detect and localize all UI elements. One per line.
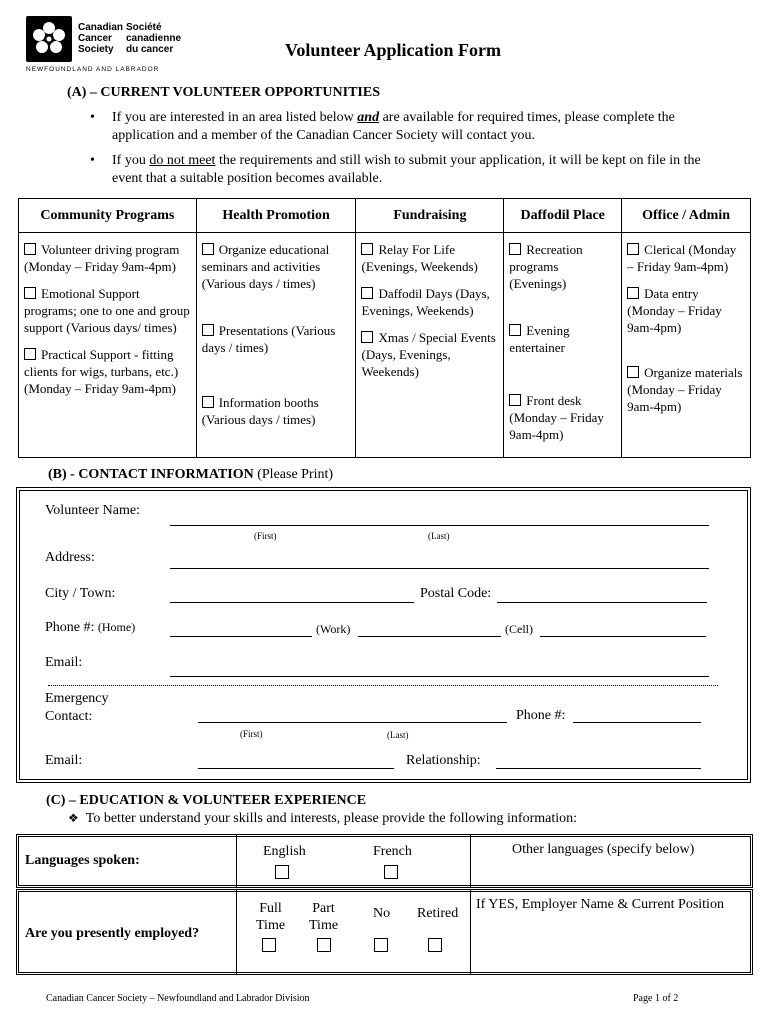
checkbox[interactable]: [627, 243, 639, 255]
employment-row: [16, 889, 753, 975]
col-health: Organize educational seminars and activities (Various days / times) Presentations (Various days / times) Information booths (Various days / times): [196, 233, 356, 458]
label-last: (Last): [387, 730, 409, 740]
header-office: Office / Admin: [622, 199, 751, 233]
label-emergency: Emergency Contact:: [45, 691, 109, 724]
header-health: Health Promotion: [196, 199, 356, 233]
label-part-time: Part Time: [309, 901, 339, 933]
label-phone: Phone #: (Home): [45, 620, 136, 635]
checkbox[interactable]: [361, 331, 373, 343]
header-daffodil: Daffodil Place: [504, 199, 622, 233]
label-first: (First): [254, 531, 277, 541]
emergency-phone-field[interactable]: [573, 722, 701, 723]
checkbox[interactable]: [509, 243, 521, 255]
col-fundraising: Relay For Life (Evenings, Weekends) Daffodil Days (Days, Evenings, Weekends) Xmas / Special Events (Days, Evenings, Weekends): [356, 233, 504, 458]
full-time-checkbox[interactable]: [262, 938, 276, 952]
home-phone-field[interactable]: [170, 636, 312, 637]
label-address: Address:: [45, 550, 95, 565]
logo-division: NEWFOUNDLAND AND LABRADOR: [26, 66, 160, 73]
checkbox[interactable]: [509, 324, 521, 336]
col-divider: [236, 890, 237, 974]
checkbox[interactable]: [24, 287, 36, 299]
checkbox[interactable]: [509, 394, 521, 406]
checkbox[interactable]: [202, 243, 214, 255]
col-divider: [236, 835, 237, 887]
address-field[interactable]: [170, 568, 709, 569]
col-daffodil: Recreation programs (Evenings) Evening entertainer Front desk (Monday – Friday 9am-4pm): [504, 233, 622, 458]
header-fundraising: Fundraising: [356, 199, 504, 233]
col-divider: [470, 835, 471, 887]
english-checkbox[interactable]: [275, 865, 289, 879]
section-c-heading: (C) – EDUCATION & VOLUNTEER EXPERIENCE: [46, 793, 367, 808]
label-retired: Retired: [417, 906, 459, 921]
label-english: English: [263, 844, 306, 859]
label-first: (First): [240, 729, 263, 739]
section-a-heading: (A) – CURRENT VOLUNTEER OPPORTUNITIES: [67, 85, 380, 100]
checkbox[interactable]: [24, 348, 36, 360]
volunteer-name-field[interactable]: [170, 525, 709, 526]
checkbox[interactable]: [361, 287, 373, 299]
french-checkbox[interactable]: [384, 865, 398, 879]
header-community: Community Programs: [19, 199, 197, 233]
label-cell: (Cell): [505, 622, 533, 636]
bullet-1: • If you are interested in an area listed below and are available for required times, please complete the application and a member of the Canadian Cancer Society will contact you.: [90, 110, 675, 143]
no-checkbox[interactable]: [374, 938, 388, 952]
label-volunteer-name: Volunteer Name:: [45, 503, 140, 518]
label-emergency-phone: Phone #:: [516, 708, 566, 723]
bullet-2: • If you do not meet the requirements and still wish to submit your application, it will be kept on file in the event that a suitable position becomes available.: [90, 153, 701, 186]
society-logo: [26, 16, 72, 62]
checkbox[interactable]: [361, 243, 373, 255]
daffodil-icon: [26, 16, 72, 62]
label-emergency-email: Email:: [45, 753, 83, 768]
cell-phone-field[interactable]: [540, 636, 706, 637]
city-field[interactable]: [170, 602, 414, 603]
checkbox[interactable]: [24, 243, 36, 255]
label-french: French: [373, 844, 412, 859]
page-title: Volunteer Application Form: [285, 40, 502, 60]
col-community: Volunteer driving program (Monday – Friday 9am-4pm) Emotional Support programs; one to one and group support (Various days/ times) Practical Support - fitting clients for wigs, turbans, etc.) (Monday – Friday 9am-4pm): [19, 233, 197, 458]
page-number: Page 1 of 2: [633, 993, 679, 1004]
col-office: Clerical (Monday – Friday 9am-4pm) Data entry (Monday – Friday 9am-4pm) Organize materials (Monday – Friday 9am-4pm): [622, 233, 751, 458]
logo-name-fr: Société canadienne du cancer: [126, 22, 182, 55]
footer-left: Canadian Cancer Society – Newfoundland and Labrador Division: [46, 993, 310, 1004]
col-divider: [470, 890, 471, 974]
retired-checkbox[interactable]: [428, 938, 442, 952]
work-phone-field[interactable]: [358, 636, 501, 637]
emergency-contact-field[interactable]: [198, 722, 507, 723]
label-relationship: Relationship:: [406, 753, 481, 768]
languages-row: [16, 834, 753, 888]
diamond-bullet-icon: ❖: [68, 811, 79, 825]
part-time-checkbox[interactable]: [317, 938, 331, 952]
label-email: Email:: [45, 655, 83, 670]
label-other-languages: Other languages (specify below): [512, 842, 695, 857]
checkbox[interactable]: [627, 366, 639, 378]
checkbox[interactable]: [202, 324, 214, 336]
section-b-heading: (B) - CONTACT INFORMATION (Please Print): [48, 467, 334, 482]
label-last: (Last): [428, 531, 450, 541]
label-full-time: Full Time: [256, 901, 286, 933]
divider: [48, 685, 718, 686]
checkbox[interactable]: [627, 287, 639, 299]
label-no: No: [373, 906, 391, 921]
label-employed: Are you presently employed?: [25, 926, 200, 941]
section-c-intro: ❖ To better understand your skills and interests, please provide the following information:: [68, 811, 578, 826]
label-work: (Work): [316, 622, 351, 636]
logo-name-en: Canadian Cancer Society: [78, 22, 124, 55]
checkbox[interactable]: [202, 396, 214, 408]
opportunities-table: [18, 198, 751, 458]
relationship-field[interactable]: [496, 768, 701, 769]
label-employer: If YES, Employer Name & Current Position: [476, 897, 724, 912]
postal-code-field[interactable]: [497, 602, 707, 603]
label-city: City / Town:: [45, 586, 116, 601]
emergency-email-field[interactable]: [198, 768, 394, 769]
label-languages: Languages spoken:: [25, 853, 140, 868]
email-field[interactable]: [170, 676, 709, 677]
label-postal: Postal Code:: [420, 586, 492, 601]
